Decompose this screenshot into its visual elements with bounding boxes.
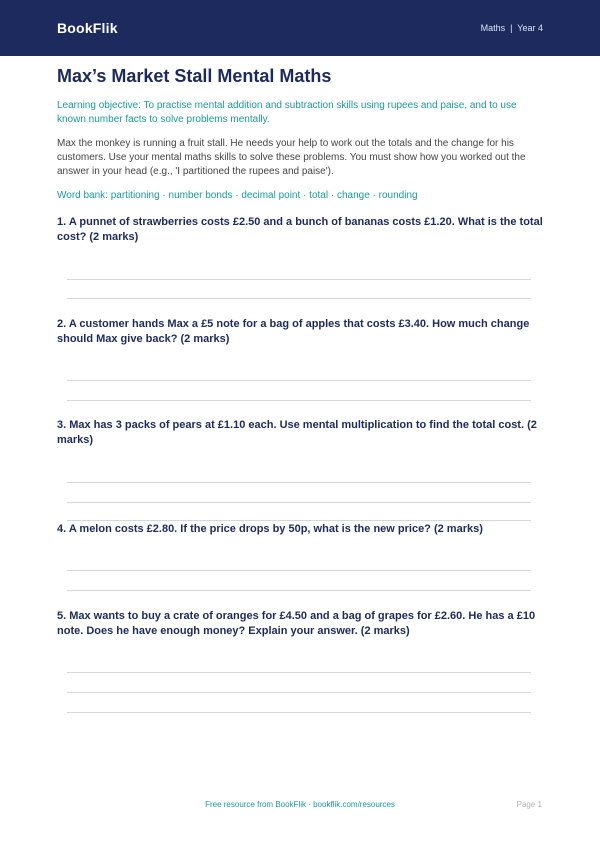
question-5: 5. Max wants to buy a crate of oranges for £4.50 and a bag of grapes for £2.60. He has a £10 note. Does he have enough money? Explain your answer. (2 marks) <box>57 610 536 637</box>
learning-objective: Learning objective: To practise mental addition and subtraction skills using rupees and paise, and to use known number facts to solve problems mentally. <box>57 100 517 125</box>
question-1: 1. A punnet of strawberries costs £2.50 and a bunch of bananas costs £1.20. What is the total cost? (2 marks) <box>57 216 543 243</box>
answer-line[interactable] <box>67 590 531 591</box>
answer-line[interactable] <box>67 672 531 673</box>
answer-line[interactable] <box>67 482 531 483</box>
instructions-text: Max the monkey is running a fruit stall. He needs your help to work out the totals and the change for his customers. Use your mental maths skills to solve these problems. You must show how you worked out the answer in your head (e.g., 'I partitioned the rupees and paise'). <box>57 138 526 177</box>
answer-line[interactable] <box>67 298 531 299</box>
answer-line[interactable] <box>67 279 531 280</box>
question-3: 3. Max has 3 packs of pears at £1.10 each. Use mental multiplication to find the total cost. (2 marks) <box>57 419 537 446</box>
footer-link[interactable]: Free resource from BookFlik · bookflik.com/resources <box>205 800 395 809</box>
answer-line[interactable] <box>67 520 531 521</box>
page-number: Page 1 <box>516 800 542 809</box>
page-header <box>0 0 600 56</box>
worksheet-intro <box>57 66 543 203</box>
answer-line[interactable] <box>67 692 531 693</box>
answer-line[interactable] <box>67 712 531 713</box>
page-title: Max’s Market Stall Mental Maths <box>57 66 332 86</box>
word-bank: Word bank: partitioning · number bonds · decimal point · total · change · rounding <box>57 190 418 201</box>
answer-line[interactable] <box>67 570 531 571</box>
subject-year-label: Maths | Year 4 <box>480 23 543 33</box>
brand-logo: BookFlik <box>57 20 118 36</box>
answer-line[interactable] <box>67 400 531 401</box>
answer-line[interactable] <box>67 502 531 503</box>
question-2: 2. A customer hands Max a £5 note for a bag of apples that costs £3.40. How much change should Max give back? (2 marks) <box>57 318 530 345</box>
answer-line[interactable] <box>67 380 531 381</box>
question-4: 4. A melon costs £2.80. If the price drops by 50p, what is the new price? (2 marks) <box>57 523 483 535</box>
